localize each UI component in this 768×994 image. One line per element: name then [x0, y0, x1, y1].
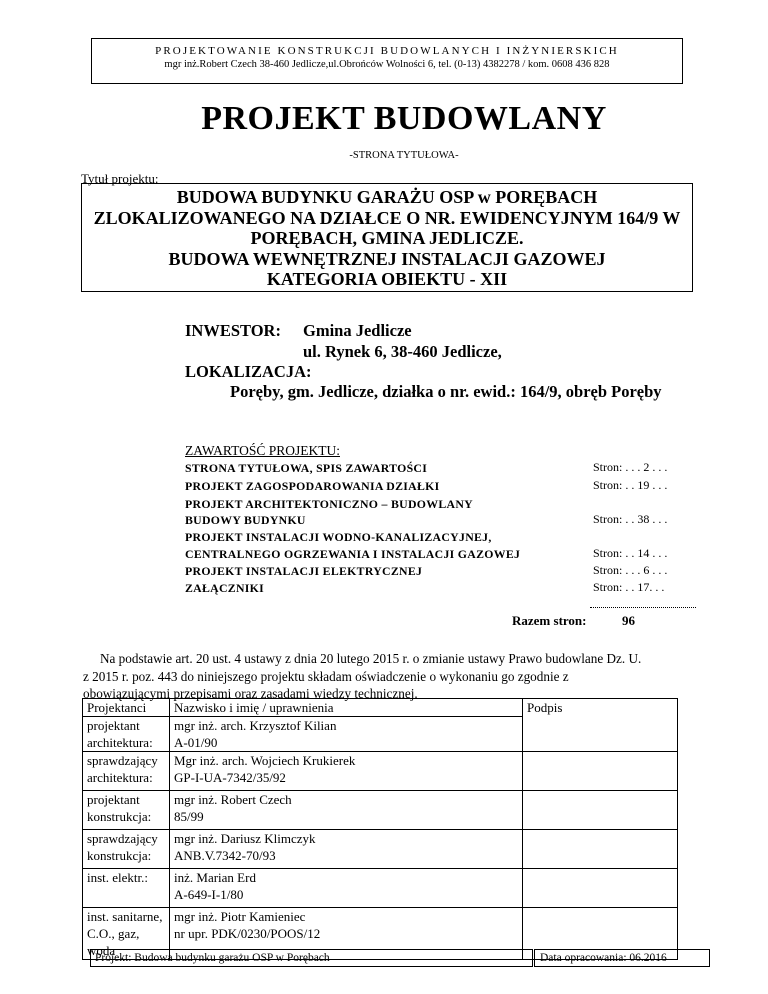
contents-item: ZAŁĄCZNIKI [185, 581, 265, 595]
sum-divider [590, 607, 696, 608]
table-header-cell: Nazwisko i imię / uprawnienia [170, 699, 523, 717]
contents-pages: Stron: . . 17. . . [593, 580, 665, 594]
signature-cell [523, 830, 678, 869]
designers-table [82, 698, 678, 960]
designer-license: A-01/90 [174, 735, 218, 750]
contents-pages: Stron: . . 19 . . . [593, 478, 668, 492]
contents-item: CENTRALNEGO OGRZEWANIA I INSTALACJI GAZOWEJ [185, 547, 521, 561]
declaration-line: Na podstawie art. 20 ust. 4 ustawy z dnia 20 lutego 2015 r. o zmianie ustawy Prawo budowlane Dz. U. [100, 651, 642, 666]
table-row [83, 752, 678, 791]
designer-license: GP-I-UA-7342/35/92 [174, 770, 286, 785]
contents-item: PROJEKT ZAGOSPODAROWANIA DZIAŁKI [185, 479, 440, 493]
designer-license: ANB.V.7342-70/93 [174, 848, 276, 863]
project-title-line: BUDOWA WEWNĘTRZNEJ INSTALACJI GAZOWEJ [168, 248, 606, 269]
table-row [83, 830, 678, 869]
project-title-line: KATEGORIA OBIEKTU - XII [266, 269, 508, 289]
firm-header-box [91, 38, 683, 84]
table-header-cell: Podpis [523, 699, 678, 752]
project-title-line: ZLOKALIZOWANEGO NA DZIAŁCE O NR. EWIDENCYJNYM 164/9 W [93, 207, 681, 228]
contents-item: PROJEKT INSTALACJI WODNO-KANALIZACYJNEJ, [185, 530, 492, 544]
contents-pages: Stron: . . . 2 . . . [593, 460, 668, 474]
name-cell [170, 830, 523, 869]
footer-project: Projekt: Budowa budynku garażu OSP w Porębach [90, 949, 533, 967]
contents-pages: Stron: . . 14 . . . [593, 546, 668, 560]
declaration-line: obowiązującymi przepisami oraz zasadami wiedzy technicznej. [83, 686, 418, 701]
project-title-box [81, 183, 693, 292]
designer-name: mgr inż. arch. Krzysztof Kilian [174, 718, 337, 733]
table-header-cell: Projektanci [83, 699, 170, 717]
declaration-line: z 2015 r. poz. 443 do niniejszego projektu składam oświadczenie o wykonaniu go zgodnie z [83, 668, 569, 684]
designer-license: 85/99 [174, 809, 204, 824]
designer-name: mgr inż. Dariusz Klimczyk [174, 831, 316, 846]
role-cell: projektant konstrukcja: [83, 791, 170, 830]
location-label: LOKALIZACJA: [185, 362, 312, 381]
designer-license: nr upr. PDK/0230/POOS/12 [174, 926, 321, 941]
signature-cell [523, 752, 678, 791]
footer-date: Data opracowania: 06.2016 [534, 949, 710, 967]
declaration-statement [83, 650, 696, 703]
contents-item: PROJEKT INSTALACJI ELEKTRYCZNEJ [185, 564, 423, 578]
investor-address: ul. Rynek 6, 38-460 Jedlicze, [303, 342, 502, 361]
designer-name: Mgr inż. arch. Wojciech Krukierek [174, 753, 356, 768]
table-row [83, 791, 678, 830]
total-pages-label: Razem stron: [512, 613, 587, 628]
name-cell [170, 791, 523, 830]
project-title-line: PORĘBACH, GMINA JEDLICZE. [250, 228, 524, 248]
role-cell: sprawdzający konstrukcja: [83, 830, 170, 869]
name-cell [170, 869, 523, 908]
document-title: PROJEKT BUDOWLANY [201, 100, 607, 137]
signature-cell [523, 791, 678, 830]
contents-heading: ZAWARTOŚĆ PROJEKTU: [185, 443, 340, 458]
designer-name: mgr inż. Robert Czech [174, 792, 292, 807]
designer-license: A-649-I-1/80 [174, 887, 244, 902]
total-pages-value: 96 [622, 613, 635, 628]
signature-cell [523, 869, 678, 908]
contents-pages: Stron: . . . 6 . . . [593, 563, 668, 577]
project-title-label: Tytuł projektu: [81, 171, 159, 186]
document-subtitle: -STRONA TYTUŁOWA- [349, 150, 459, 161]
firm-address: mgr inż.Robert Czech 38-460 Jedlicze,ul.Obrońców Wolności 6, tel. (0-13) 4382278 / kom. 0608 436 828 [164, 59, 610, 70]
investor-label: INWESTOR: [185, 321, 281, 340]
table-header-row [83, 699, 678, 717]
contents-pages: Stron: . . 38 . . . [593, 512, 668, 526]
role-cell: inst. sanitarne, C.O., gaz, woda [83, 908, 170, 960]
role-cell: projektant architektura: [83, 717, 170, 752]
table-row [83, 869, 678, 908]
project-title-line: BUDOWA BUDYNKU GARAŻU OSP w PORĘBACH [176, 187, 598, 207]
contents-item: PROJEKT ARCHITEKTONICZNO – BUDOWLANY [185, 497, 473, 511]
name-cell [170, 717, 523, 752]
designer-name: mgr inż. Piotr Kamieniec [174, 909, 306, 924]
name-cell [170, 752, 523, 791]
designer-name: inż. Marian Erd [174, 870, 256, 885]
contents-item: STRONA TYTUŁOWA, SPIS ZAWARTOŚCI [185, 461, 428, 475]
investor-name: Gmina Jedlicze [303, 321, 412, 340]
role-cell: sprawdzający architektura: [83, 752, 170, 791]
role-cell: inst. elektr.: [83, 869, 170, 908]
location-value: Poręby, gm. Jedlicze, działka o nr. ewid.: 164/9, obręb Poręby [230, 382, 662, 401]
firm-name: PROJEKTOWANIE KONSTRUKCJI BUDOWLANYCH I INŻYNIERSKICH [155, 45, 619, 57]
contents-item: BUDOWY BUDYNKU [185, 513, 306, 527]
